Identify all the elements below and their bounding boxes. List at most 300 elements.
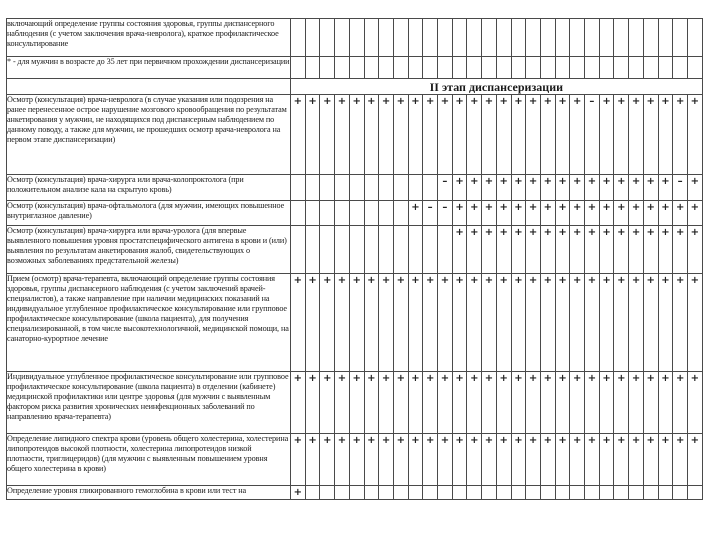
mark-cell — [585, 57, 600, 79]
mark-cell: + — [540, 201, 555, 226]
mark-cell — [364, 201, 379, 226]
mark-cell — [408, 226, 423, 274]
mark-cell: + — [614, 434, 629, 486]
mark-cell: + — [291, 95, 306, 175]
mark-cell: + — [423, 434, 438, 486]
mark-cell: + — [555, 434, 570, 486]
mark-cell — [511, 19, 526, 57]
mark-cell — [364, 19, 379, 57]
mark-cell — [614, 486, 629, 500]
mark-cell — [320, 226, 335, 274]
mark-cell: + — [555, 274, 570, 372]
mark-cell — [408, 175, 423, 201]
mark-cell: + — [673, 201, 688, 226]
mark-cell — [540, 19, 555, 57]
mark-cell — [599, 19, 614, 57]
mark-cell — [305, 226, 320, 274]
mark-cell: + — [658, 95, 673, 175]
mark-cell — [438, 226, 453, 274]
mark-cell: + — [423, 372, 438, 434]
mark-cell: + — [467, 95, 482, 175]
mark-cell: + — [687, 95, 702, 175]
mark-cell: + — [511, 201, 526, 226]
mark-cell: + — [599, 274, 614, 372]
mark-cell: + — [570, 95, 585, 175]
mark-cell: + — [467, 175, 482, 201]
mark-cell — [570, 57, 585, 79]
mark-cell: + — [540, 434, 555, 486]
mark-cell — [467, 486, 482, 500]
mark-cell — [452, 19, 467, 57]
row-description: Определение липидного спектра крови (уровень общего холестерина, холестерина липопротеидов высокой плотности, холестерина липопротеидов низкой плотности, триглицеридов) (для мужчин с выявленным повышением уровня общего холестерина в крови) — [7, 434, 291, 486]
mark-cell — [305, 175, 320, 201]
mark-cell: + — [599, 434, 614, 486]
mark-cell — [349, 19, 364, 57]
mark-cell: + — [585, 434, 600, 486]
mark-cell: + — [452, 226, 467, 274]
mark-cell — [320, 57, 335, 79]
mark-cell: + — [540, 95, 555, 175]
mark-cell: + — [673, 95, 688, 175]
mark-cell: + — [526, 226, 541, 274]
mark-cell: + — [482, 175, 497, 201]
mark-cell — [555, 19, 570, 57]
mark-cell — [393, 201, 408, 226]
mark-cell — [349, 175, 364, 201]
mark-cell — [335, 486, 350, 500]
mark-cell: + — [555, 372, 570, 434]
mark-cell — [305, 19, 320, 57]
mark-cell: + — [673, 226, 688, 274]
mark-cell — [438, 19, 453, 57]
mark-cell: + — [452, 95, 467, 175]
mark-cell: + — [526, 175, 541, 201]
mark-cell — [511, 486, 526, 500]
mark-cell — [393, 486, 408, 500]
mark-cell — [423, 226, 438, 274]
mark-cell — [496, 19, 511, 57]
mark-cell: + — [658, 175, 673, 201]
mark-cell: + — [526, 372, 541, 434]
mark-cell: + — [364, 274, 379, 372]
mark-cell: + — [643, 274, 658, 372]
mark-cell: + — [585, 372, 600, 434]
mark-cell — [364, 486, 379, 500]
mark-cell — [452, 486, 467, 500]
mark-cell — [496, 486, 511, 500]
table-row — [7, 175, 703, 201]
mark-cell: + — [467, 201, 482, 226]
mark-cell: – — [423, 201, 438, 226]
table-row — [7, 57, 703, 79]
mark-cell: + — [599, 226, 614, 274]
table-row — [7, 274, 703, 372]
mark-cell — [408, 486, 423, 500]
mark-cell — [673, 19, 688, 57]
mark-cell: + — [482, 95, 497, 175]
mark-cell: + — [570, 434, 585, 486]
mark-cell: + — [687, 274, 702, 372]
mark-cell: + — [526, 434, 541, 486]
mark-cell: + — [291, 372, 306, 434]
mark-cell — [526, 19, 541, 57]
mark-cell: + — [349, 95, 364, 175]
mark-cell — [291, 57, 306, 79]
mark-cell — [540, 57, 555, 79]
mark-cell: + — [379, 434, 394, 486]
mark-cell — [349, 486, 364, 500]
mark-cell — [423, 57, 438, 79]
mark-cell — [629, 57, 644, 79]
mark-cell — [291, 226, 306, 274]
table-row — [7, 434, 703, 486]
mark-cell — [585, 486, 600, 500]
mark-cell — [335, 175, 350, 201]
row-description: Осмотр (консультация) врача-хирурга или врача-уролога (для впервые выявленного повышения уровня простатспецифического антигена в крови и (или) выявления по результатам анкетирования жалоб, свидетельствующих о возможных заболеваниях предстательной железы) — [7, 226, 291, 274]
mark-cell — [438, 57, 453, 79]
mark-cell — [364, 226, 379, 274]
table-row — [7, 226, 703, 274]
mark-cell: + — [540, 226, 555, 274]
mark-cell: + — [438, 95, 453, 175]
mark-cell — [393, 175, 408, 201]
row-description: включающий определение группы состояния здоровья, группы диспансерного наблюдения (с учетом заключения врача-невролога), краткое профилактическое консультирование — [7, 19, 291, 57]
stage-blank-cell — [7, 79, 291, 95]
mark-cell: + — [643, 372, 658, 434]
mark-cell: + — [658, 372, 673, 434]
mark-cell — [482, 486, 497, 500]
mark-cell: + — [570, 201, 585, 226]
mark-cell — [393, 57, 408, 79]
mark-cell — [643, 19, 658, 57]
mark-cell: + — [349, 372, 364, 434]
mark-cell: + — [496, 274, 511, 372]
mark-cell: + — [379, 372, 394, 434]
mark-cell: + — [658, 434, 673, 486]
mark-cell: + — [629, 201, 644, 226]
mark-cell — [482, 57, 497, 79]
mark-cell — [643, 57, 658, 79]
mark-cell — [349, 226, 364, 274]
mark-cell: + — [393, 434, 408, 486]
mark-cell — [526, 486, 541, 500]
table-body — [7, 19, 703, 500]
mark-cell: + — [687, 434, 702, 486]
mark-cell: + — [511, 95, 526, 175]
mark-cell: + — [555, 95, 570, 175]
mark-cell — [408, 57, 423, 79]
mark-cell: + — [335, 95, 350, 175]
mark-cell: + — [364, 95, 379, 175]
row-description: Осмотр (консультация) врача-хирурга или врача-колопроктолога (при положительном анализе кала на скрытую кровь) — [7, 175, 291, 201]
mark-cell: + — [629, 372, 644, 434]
mark-cell: + — [496, 95, 511, 175]
mark-cell — [320, 19, 335, 57]
mark-cell: + — [452, 201, 467, 226]
mark-cell: + — [585, 226, 600, 274]
mark-cell — [540, 486, 555, 500]
mark-cell: + — [555, 226, 570, 274]
mark-cell: + — [526, 274, 541, 372]
mark-cell: + — [423, 95, 438, 175]
mark-cell: + — [452, 372, 467, 434]
mark-cell — [643, 486, 658, 500]
mark-cell: + — [393, 95, 408, 175]
mark-cell: + — [305, 95, 320, 175]
mark-cell — [555, 486, 570, 500]
mark-cell: + — [408, 95, 423, 175]
mark-cell: + — [570, 175, 585, 201]
mark-cell: + — [555, 201, 570, 226]
mark-cell: + — [408, 201, 423, 226]
mark-cell: + — [629, 434, 644, 486]
mark-cell: + — [540, 372, 555, 434]
mark-cell: + — [393, 274, 408, 372]
mark-cell: + — [305, 434, 320, 486]
mark-cell: + — [320, 372, 335, 434]
mark-cell: + — [467, 372, 482, 434]
mark-cell: + — [320, 274, 335, 372]
mark-cell — [335, 57, 350, 79]
mark-cell — [511, 57, 526, 79]
mark-cell: + — [482, 274, 497, 372]
table-row — [7, 201, 703, 226]
mark-cell — [379, 175, 394, 201]
mark-cell: + — [585, 175, 600, 201]
mark-cell — [482, 19, 497, 57]
mark-cell: + — [408, 434, 423, 486]
mark-cell: + — [643, 175, 658, 201]
mark-cell — [320, 486, 335, 500]
mark-cell: + — [364, 434, 379, 486]
mark-cell: + — [452, 175, 467, 201]
mark-cell: + — [658, 226, 673, 274]
mark-cell: + — [496, 175, 511, 201]
mark-cell: + — [614, 95, 629, 175]
mark-cell — [305, 486, 320, 500]
mark-cell: + — [570, 226, 585, 274]
mark-cell: + — [599, 175, 614, 201]
mark-cell — [423, 175, 438, 201]
mark-cell — [393, 226, 408, 274]
mark-cell — [526, 57, 541, 79]
row-description: Прием (осмотр) врача-терапевта, включающий определение группы состояния здоровья, группы диспансерного наблюдения (с учетом заключений врачей-специалистов), а также направление при наличии медицинских показаний на индивидуальное углубленное профилактическое консультирование или групповое профилактическое консультирование (школа пациента), для получения специализированной, в том числе высокотехнологичной, медицинской помощи, на санаторно-курортное лечение — [7, 274, 291, 372]
mark-cell: + — [482, 226, 497, 274]
mark-cell: + — [614, 226, 629, 274]
mark-cell: + — [408, 274, 423, 372]
mark-cell — [629, 486, 644, 500]
mark-cell: + — [614, 201, 629, 226]
table-row — [7, 95, 703, 175]
mark-cell — [349, 201, 364, 226]
mark-cell: + — [482, 372, 497, 434]
mark-cell: + — [643, 201, 658, 226]
mark-cell — [629, 19, 644, 57]
mark-cell — [291, 19, 306, 57]
mark-cell: + — [687, 372, 702, 434]
mark-cell — [408, 19, 423, 57]
mark-cell — [320, 201, 335, 226]
mark-cell — [423, 486, 438, 500]
mark-cell: + — [379, 95, 394, 175]
mark-cell: + — [291, 486, 306, 500]
mark-cell: + — [540, 175, 555, 201]
mark-cell — [320, 175, 335, 201]
mark-cell: + — [496, 372, 511, 434]
table-row — [7, 372, 703, 434]
mark-cell — [496, 57, 511, 79]
mark-cell — [570, 19, 585, 57]
mark-cell — [673, 486, 688, 500]
mark-cell: + — [452, 434, 467, 486]
mark-cell: + — [629, 226, 644, 274]
mark-cell — [393, 19, 408, 57]
mark-cell — [379, 57, 394, 79]
mark-cell: + — [511, 226, 526, 274]
mark-cell: + — [526, 95, 541, 175]
mark-cell: + — [658, 274, 673, 372]
mark-cell — [438, 486, 453, 500]
mark-cell — [379, 19, 394, 57]
mark-cell: + — [467, 274, 482, 372]
mark-cell — [467, 19, 482, 57]
mark-cell — [291, 175, 306, 201]
mark-cell: + — [599, 201, 614, 226]
mark-cell: + — [305, 274, 320, 372]
mark-cell — [687, 486, 702, 500]
mark-cell — [614, 57, 629, 79]
row-description: Осмотр (консультация) врача-офтальмолога (для мужчин, имеющих повышенное внутриглазное давление) — [7, 201, 291, 226]
mark-cell — [335, 226, 350, 274]
mark-cell: + — [438, 434, 453, 486]
mark-cell: + — [673, 372, 688, 434]
mark-cell: + — [599, 372, 614, 434]
mark-cell: + — [599, 95, 614, 175]
mark-cell — [570, 486, 585, 500]
mark-cell — [658, 19, 673, 57]
mark-cell — [555, 57, 570, 79]
row-description: * - для мужчин в возрасте до 35 лет при первичном прохождении диспансеризации — [7, 57, 291, 79]
mark-cell: + — [511, 274, 526, 372]
mark-cell: + — [658, 201, 673, 226]
table-row — [7, 19, 703, 57]
mark-cell: + — [349, 274, 364, 372]
mark-cell — [452, 57, 467, 79]
mark-cell — [305, 57, 320, 79]
mark-cell: + — [393, 372, 408, 434]
mark-cell: + — [305, 372, 320, 434]
mark-cell: + — [673, 274, 688, 372]
stage-header-row — [7, 79, 703, 95]
mark-cell: + — [643, 226, 658, 274]
mark-cell: + — [496, 434, 511, 486]
mark-cell — [364, 57, 379, 79]
mark-cell: + — [511, 434, 526, 486]
mark-cell: + — [291, 434, 306, 486]
stage-title: II этап диспансеризации — [291, 79, 703, 95]
mark-cell — [673, 57, 688, 79]
mark-cell — [423, 19, 438, 57]
mark-cell: + — [687, 226, 702, 274]
mark-cell: + — [585, 201, 600, 226]
mark-cell: + — [438, 372, 453, 434]
mark-cell: + — [511, 175, 526, 201]
mark-cell — [687, 57, 702, 79]
mark-cell: + — [540, 274, 555, 372]
mark-cell: + — [526, 201, 541, 226]
mark-cell — [687, 19, 702, 57]
mark-cell: + — [438, 274, 453, 372]
mark-cell: + — [467, 434, 482, 486]
mark-cell: + — [467, 226, 482, 274]
mark-cell: + — [482, 434, 497, 486]
examination-schedule-table — [6, 18, 703, 500]
mark-cell — [585, 19, 600, 57]
mark-cell: + — [614, 372, 629, 434]
mark-cell: + — [687, 175, 702, 201]
mark-cell — [379, 201, 394, 226]
mark-cell: + — [349, 434, 364, 486]
mark-cell: + — [320, 434, 335, 486]
mark-cell: – — [673, 175, 688, 201]
mark-cell: + — [570, 274, 585, 372]
mark-cell — [349, 57, 364, 79]
mark-cell: – — [438, 175, 453, 201]
mark-cell — [379, 486, 394, 500]
mark-cell: + — [320, 95, 335, 175]
mark-cell — [658, 57, 673, 79]
mark-cell: + — [364, 372, 379, 434]
mark-cell: + — [555, 175, 570, 201]
mark-cell — [305, 201, 320, 226]
mark-cell: + — [643, 95, 658, 175]
row-description: Индивидуальное углубленное профилактическое консультирование или групповое профилактическое консультирование (школа пациента) в отделении (кабинете) медицинской профилактики или центре здоровья (для мужчин с выявленным фактором риска развития хронических неинфекционных заболеваний по направлению врача-терапевта) — [7, 372, 291, 434]
mark-cell: + — [629, 95, 644, 175]
mark-cell: + — [585, 274, 600, 372]
row-description: Определение уровня гликированного гемоглобина в крови или тест на — [7, 486, 291, 500]
mark-cell — [379, 226, 394, 274]
mark-cell — [364, 175, 379, 201]
mark-cell: + — [629, 175, 644, 201]
mark-cell — [467, 57, 482, 79]
mark-cell — [291, 201, 306, 226]
mark-cell: + — [335, 434, 350, 486]
mark-cell: + — [496, 226, 511, 274]
row-description: Осмотр (консультация) врача-невролога (в случае указания или подозрения на ранее перенесенное острое нарушение мозгового кровообращения по результатам анкетирования у мужчин, не находящихся под диспансерным наблюдением по данному поводу, а также для мужчин, не прошедших осмотр врача-невролога на первом этапе диспансеризации) — [7, 95, 291, 175]
mark-cell: + — [614, 274, 629, 372]
mark-cell: + — [511, 372, 526, 434]
mark-cell — [599, 486, 614, 500]
mark-cell: + — [570, 372, 585, 434]
mark-cell: + — [335, 274, 350, 372]
mark-cell — [614, 19, 629, 57]
mark-cell: + — [673, 434, 688, 486]
table-row — [7, 486, 703, 500]
mark-cell: + — [423, 274, 438, 372]
mark-cell: – — [438, 201, 453, 226]
mark-cell: + — [614, 175, 629, 201]
mark-cell: + — [335, 372, 350, 434]
mark-cell — [335, 19, 350, 57]
mark-cell — [658, 486, 673, 500]
mark-cell — [599, 57, 614, 79]
mark-cell: + — [496, 201, 511, 226]
mark-cell: + — [629, 274, 644, 372]
mark-cell: + — [687, 201, 702, 226]
mark-cell — [335, 201, 350, 226]
mark-cell: + — [379, 274, 394, 372]
mark-cell: – — [585, 95, 600, 175]
